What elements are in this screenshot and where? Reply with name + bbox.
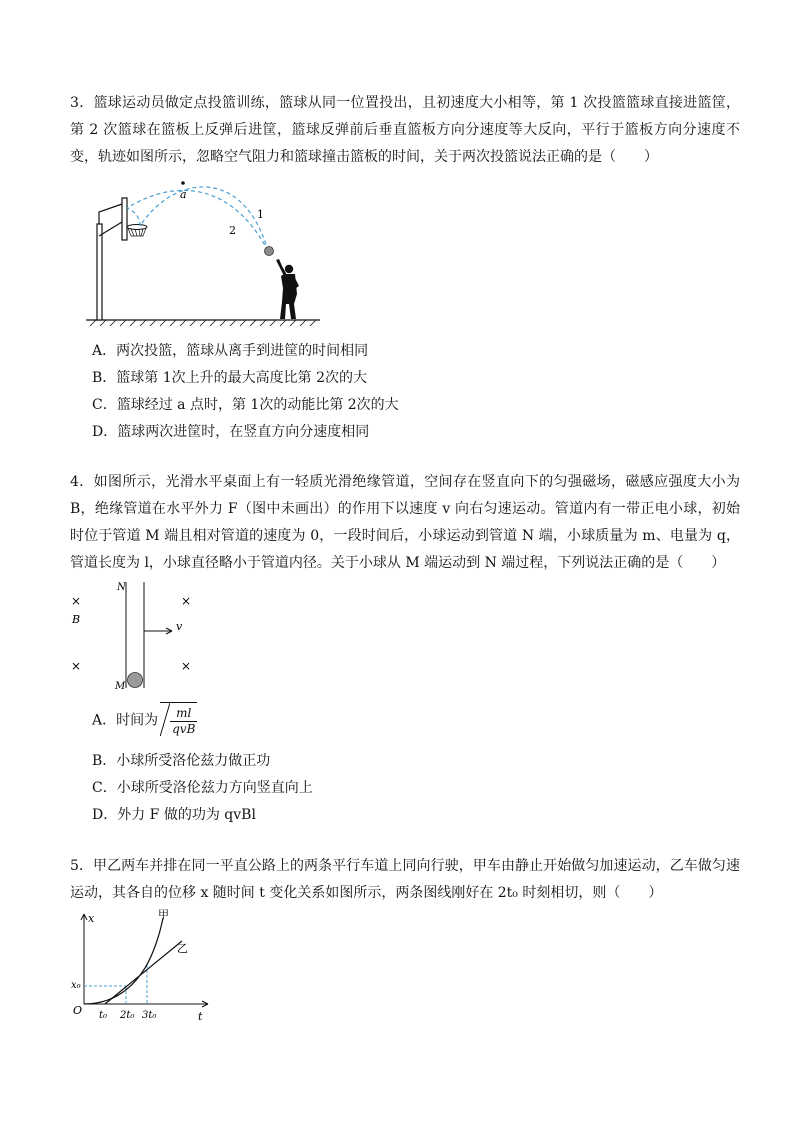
trajectory-2 [127,190,268,251]
label-x-axis: x [88,912,95,925]
magnetic-field-figure [66,578,206,696]
question-5-stem: 5．甲乙两车并排在同一平直公路上的两条平行车道上同向行驶，甲车由静止开始做匀加速运动，乙车做匀速运动，其各自的位移 x 随时间 t 变化关系如图所示，两条图线刚好在 2t₀ 时刻相切，则（ ） [70,858,740,901]
frac-numerator: ml [170,706,197,722]
sqrt-expression [160,702,197,739]
q4-option-a-prefix: A．时间为 [92,712,159,729]
label-2t0: 2t₀ [120,1010,135,1021]
label-yi: 乙 [177,942,188,955]
label-a: a [180,188,187,201]
line-yi [105,941,182,1004]
question-4-stem: 4．如图所示，光滑水平桌面上有一轻质光滑绝缘管道，空间存在竖直向下的匀强磁场，磁感应强度大小为 B，绝缘管道在水平外力 F（图中未画出）的作用下以速度 v 向右匀速运动。管道内有一带正电小球，初始时位于管道 M 端且相对管道的速度为 0，一段时间后，小球运动到管道 N 端，小球质量为 m、电量为 q，管道长度为 l，小球直径略小于管道内径。关于小球从 M 端运动到 N 端过程，下列说法正确的是（ ） [70,474,740,571]
q3-option-d: D．篮球两次进筐时，在竖直方向分速度相同 [92,424,370,440]
trajectory-1 [140,187,268,251]
label-x0: x₀ [71,980,81,991]
q4-option-d: D．外力 F 做的功为 qvBl [92,807,256,823]
label-v: v [176,620,183,633]
q4-option-a [92,702,197,739]
ground-hatching [90,320,316,326]
label-origin: O [73,1004,83,1017]
question-3-stem: 3．篮球运动员做定点投篮训练，篮球从同一位置投出，且初速度大小相等，第 1 次投篮篮球直接进篮筐，第 2 次篮球在篮板上反弹后进筐，篮球反弹前后垂直篮板方向分速度等大反向，平行于篮板方向分速度不变，轨迹如图所示，忽略空气阻力和篮球撞击篮板的时间，关于两次投篮说法正确的是（ ） [70,95,740,165]
field-mark: × [181,659,192,673]
x-t-graph [70,908,220,1023]
label-B: B [72,613,81,626]
q3-option-c: C．篮球经过 a 点时，第 1次的动能比第 2次的大 [92,397,399,413]
field-mark: × [181,594,192,608]
q3-option-b: B．篮球第 1次上升的最大高度比第 2次的大 [92,370,368,386]
frac-denominator: qvB [172,721,196,736]
hoop-pole [97,224,102,320]
field-mark: × [71,659,82,673]
label-3t0: 3t₀ [142,1010,157,1021]
label-trajectory-1: 1 [257,208,264,221]
hoop-rim [127,225,147,230]
label-N: N [117,582,126,593]
label-M: M [115,681,126,692]
player-silhouette [276,259,299,319]
q3-option-a: A．两次投篮，篮球从离手到进筐的时间相同 [92,343,369,359]
label-t-axis: t [198,1010,203,1023]
basketball-figure [84,176,324,328]
curve-jia [84,918,163,1004]
field-mark: × [71,594,82,608]
charged-ball [128,673,143,688]
label-jia: 甲 [158,908,169,921]
point-a [181,181,185,185]
basketball [265,247,274,256]
backboard [122,198,127,240]
label-t0: t₀ [99,1010,108,1021]
q4-option-b: B．小球所受洛伦兹力做正功 [92,753,271,769]
label-trajectory-2: 2 [229,224,236,237]
q4-option-c: C．小球所受洛伦兹力方向竖直向上 [92,780,313,796]
